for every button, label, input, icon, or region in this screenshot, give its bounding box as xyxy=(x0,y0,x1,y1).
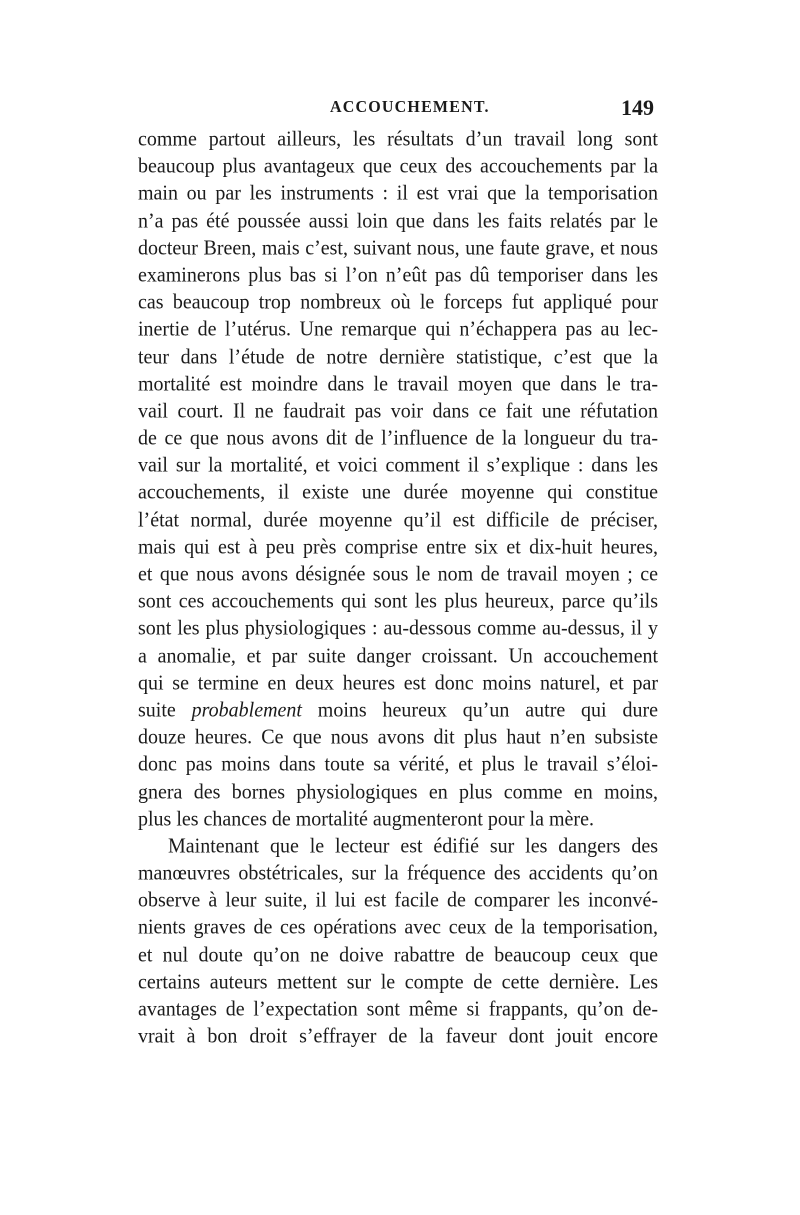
running-title: ACCOUCHEMENT. xyxy=(330,98,490,117)
text-line: cas beaucoup trop nombreux où le forceps fut appliqué pour xyxy=(138,290,658,314)
text-fragment: moins heureux qu’un autre qui dure xyxy=(301,698,658,722)
text-line: l’état normal, durée moyenne qu’il est difficile de préciser, xyxy=(138,507,658,532)
text-line: main ou par les instruments : il est vrai que la temporisation xyxy=(138,181,658,205)
text-line: beaucoup plus avantageux que ceux des accouchements par la xyxy=(138,154,658,178)
text-line: observe à leur suite, il lui est facile de comparer les inconvé- xyxy=(138,888,658,912)
text-line: plus les chances de mortalité augmenteront pour la mère. xyxy=(138,806,594,831)
text-line: inertie de l’utérus. Une remarque qui n’échappera pas au lec- xyxy=(138,317,658,341)
body-text xyxy=(138,126,658,1050)
text-line: comme partout ailleurs, les résultats d’un travail long sont xyxy=(138,127,658,151)
text-line: qui se termine en deux heures est donc moins naturel, et par xyxy=(138,671,658,695)
text-line: Maintenant que le lecteur est édifié sur les dangers des xyxy=(168,834,658,858)
text-line: vail sur la mortalité, et voici comment il s’explique : dans les xyxy=(138,453,658,477)
text-line: et nul doute qu’on ne doive rabattre de beaucoup ceux que xyxy=(138,942,658,967)
text-line: mais qui est à peu près comprise entre six et dix-huit heures, xyxy=(138,535,658,559)
text-line: mortalité est moindre dans le travail moyen que dans le tra- xyxy=(138,371,658,396)
text-line: vail court. Il ne faudrait pas voir dans ce fait une réfutation xyxy=(138,399,658,423)
text-line: donc pas moins dans toute sa vérité, et plus le travail s’éloi- xyxy=(138,752,658,776)
text-line: docteur Breen, mais c’est, suivant nous, une faute grave, et nous xyxy=(138,236,658,260)
text-line: sont ces accouchements qui sont les plus heureux, parce qu’ils xyxy=(138,589,658,613)
text-line: vrait à bon droit s’effrayer de la faveur dont jouit encore xyxy=(138,1024,658,1048)
paragraph-2 xyxy=(138,833,658,1051)
text-line: teur dans l’étude de notre dernière statistique, c’est que la xyxy=(138,344,658,369)
italic-word: probablement xyxy=(191,698,302,722)
text-fragment: suite xyxy=(138,698,192,722)
text-line: gnera des bornes physiologiques en plus comme en moins, xyxy=(138,779,658,804)
text-line: avantages de l’expectation sont même si frappants, qu’on de- xyxy=(138,997,658,1021)
paragraph-1 xyxy=(138,126,658,833)
text-line: examinerons plus bas si l’on n’eût pas dû temporiser dans les xyxy=(138,263,658,287)
text-line-with-italic xyxy=(138,696,658,725)
text-line: accouchements, il existe une durée moyenne qui constitue xyxy=(138,480,658,505)
text-line: certains auteurs mettent sur le compte de cette dernière. Les xyxy=(138,970,658,994)
text-line: de ce que nous avons dit de l’influence de la longueur du tra- xyxy=(138,426,658,450)
text-line: n’a pas été poussée aussi loin que dans les faits relatés par le xyxy=(138,208,658,233)
text-line: douze heures. Ce que nous avons dit plus haut n’en subsiste xyxy=(138,725,658,749)
page-number: 149 xyxy=(621,95,654,120)
text-line: a anomalie, et par suite danger croissant. Un accouchement xyxy=(138,643,658,668)
text-line: nients graves de ces opérations avec ceux de la temporisation, xyxy=(138,915,658,940)
text-line: manœuvres obstétricales, sur la fréquence des accidents qu’on xyxy=(138,861,658,885)
text-line: sont les plus physiologiques : au-dessous comme au-dessus, il y xyxy=(138,616,658,640)
text-line: et que nous avons désignée sous le nom de travail moyen ; ce xyxy=(138,562,658,586)
running-head xyxy=(138,95,658,123)
